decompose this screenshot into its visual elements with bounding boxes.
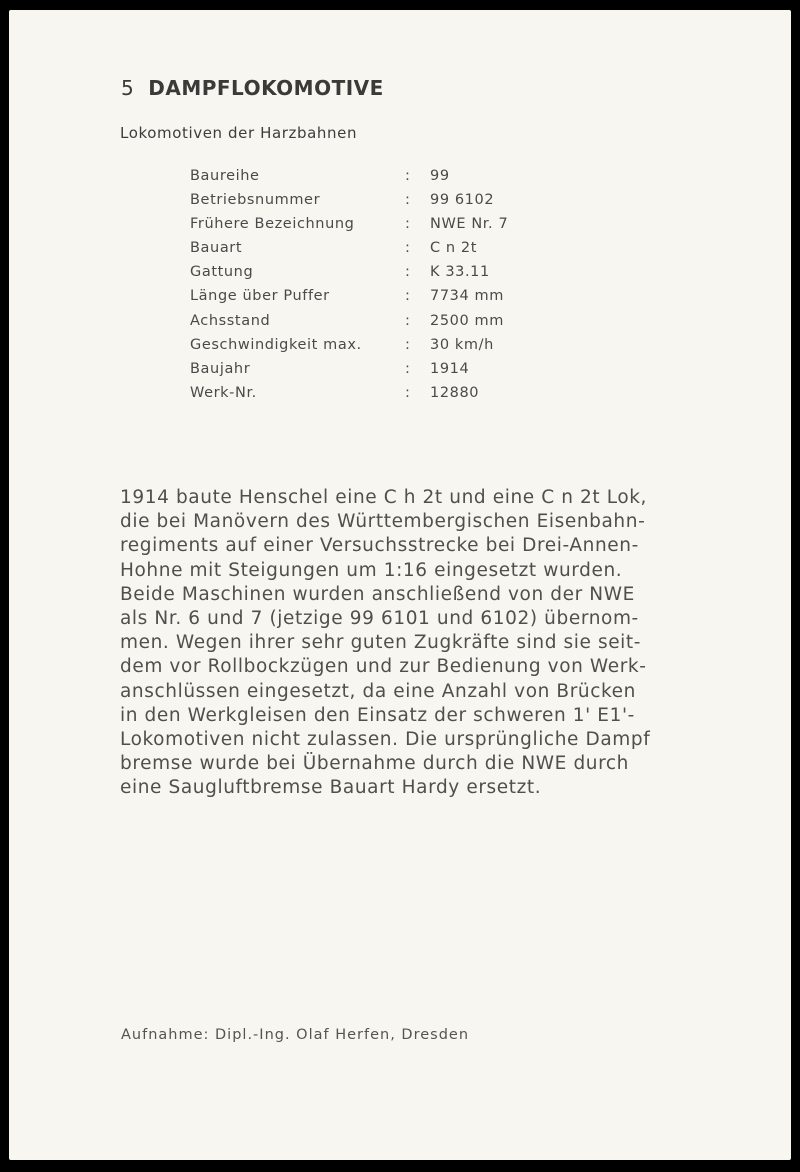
spec-value: C n 2t: [430, 240, 478, 257]
spec-separator: :: [405, 312, 411, 329]
spec-label: Frühere Bezeichnung: [190, 216, 355, 233]
spec-value: K 33.11: [430, 264, 490, 281]
paragraph-line: eine Saugluftbremse Bauart Hardy ersetzt.: [120, 777, 542, 799]
spec-row: [190, 190, 610, 214]
spec-value: 99 6102: [430, 192, 495, 209]
spec-separator: :: [405, 192, 411, 209]
spec-value: 2500 mm: [430, 312, 504, 329]
spec-row: [190, 238, 610, 262]
paragraph-line: 1914 baute Henschel eine C h 2t und eine C n 2t Lok,: [120, 487, 648, 508]
spec-separator: :: [405, 240, 411, 257]
spec-label: Baujahr: [190, 360, 251, 377]
spec-label: Betriebsnummer: [190, 192, 321, 209]
spec-value: 30 km/h: [430, 336, 494, 353]
spec-value: 99: [430, 168, 450, 184]
spec-row: [190, 383, 610, 407]
spec-table: [190, 166, 610, 407]
spec-label: Gattung: [190, 264, 254, 281]
heading-number: 5: [121, 76, 135, 100]
paragraph-line: regiments auf einer Versuchsstrecke bei Drei-Annen-: [120, 535, 639, 557]
spec-label: Geschwindigkeit max.: [190, 336, 362, 353]
spec-label: Werk-Nr.: [190, 384, 257, 401]
spec-separator: :: [405, 336, 411, 353]
paragraph-line: die bei Manövern des Württembergischen Eisenbahn-: [120, 511, 646, 533]
spec-label: Achsstand: [190, 312, 271, 329]
spec-row: [190, 335, 610, 359]
spec-row: [190, 214, 610, 238]
spec-separator: :: [405, 384, 411, 401]
paragraph-line: dem vor Rollbockzügen und zur Bedienung von Werk-: [120, 656, 647, 678]
paragraph-line: men. Wegen ihrer sehr guten Zugkräfte sind sie seit-: [120, 632, 642, 654]
spec-separator: :: [405, 168, 411, 184]
spec-row: [190, 262, 610, 286]
paragraph-line: in den Werkgleisen den Einsatz der schweren 1' E1'-: [120, 704, 635, 726]
paragraph-line: Lokomotiven nicht zulassen. Die ursprüngliche Dampf: [120, 728, 651, 750]
spec-row: [190, 359, 610, 383]
paragraph-line: als Nr. 6 und 7 (jetzige 99 6101 und 6102) übernom-: [120, 607, 639, 629]
spec-row: [190, 166, 610, 190]
paragraph-line: bremse wurde bei Übernahme durch die NWE durch: [120, 753, 630, 775]
paragraph-line: anschlüssen eingesetzt, da eine Anzahl von Brücken: [120, 680, 636, 702]
heading-title: DAMPFLOKOMOTIVE: [148, 76, 384, 100]
spec-value: 7734 mm: [430, 288, 504, 305]
spec-label: Baureihe: [190, 168, 260, 184]
spec-separator: :: [405, 360, 411, 377]
photo-credit: Aufnahme: Dipl.-Ing. Olaf Herfen, Dresden: [121, 1027, 470, 1043]
paragraph-line: Beide Maschinen wurden anschließend von der NWE: [120, 583, 635, 605]
spec-label: Bauart: [190, 240, 243, 257]
spec-row: [190, 286, 610, 310]
spec-value: NWE Nr. 7: [430, 216, 509, 233]
spec-value: 12880: [430, 384, 480, 401]
spec-separator: :: [405, 288, 411, 305]
spec-value: 1914: [430, 360, 470, 377]
spec-row: [190, 311, 610, 335]
spec-separator: :: [405, 216, 411, 233]
subtitle: Lokomotiven der Harzbahnen: [120, 124, 358, 142]
postcard-back: [9, 10, 791, 1160]
paragraph-line: Hohne mit Steigungen um 1:16 eingesetzt wurden.: [120, 559, 623, 581]
spec-label: Länge über Puffer: [190, 288, 330, 305]
spec-separator: :: [405, 264, 411, 281]
page-heading: [121, 76, 384, 100]
description-paragraph: [120, 486, 700, 800]
